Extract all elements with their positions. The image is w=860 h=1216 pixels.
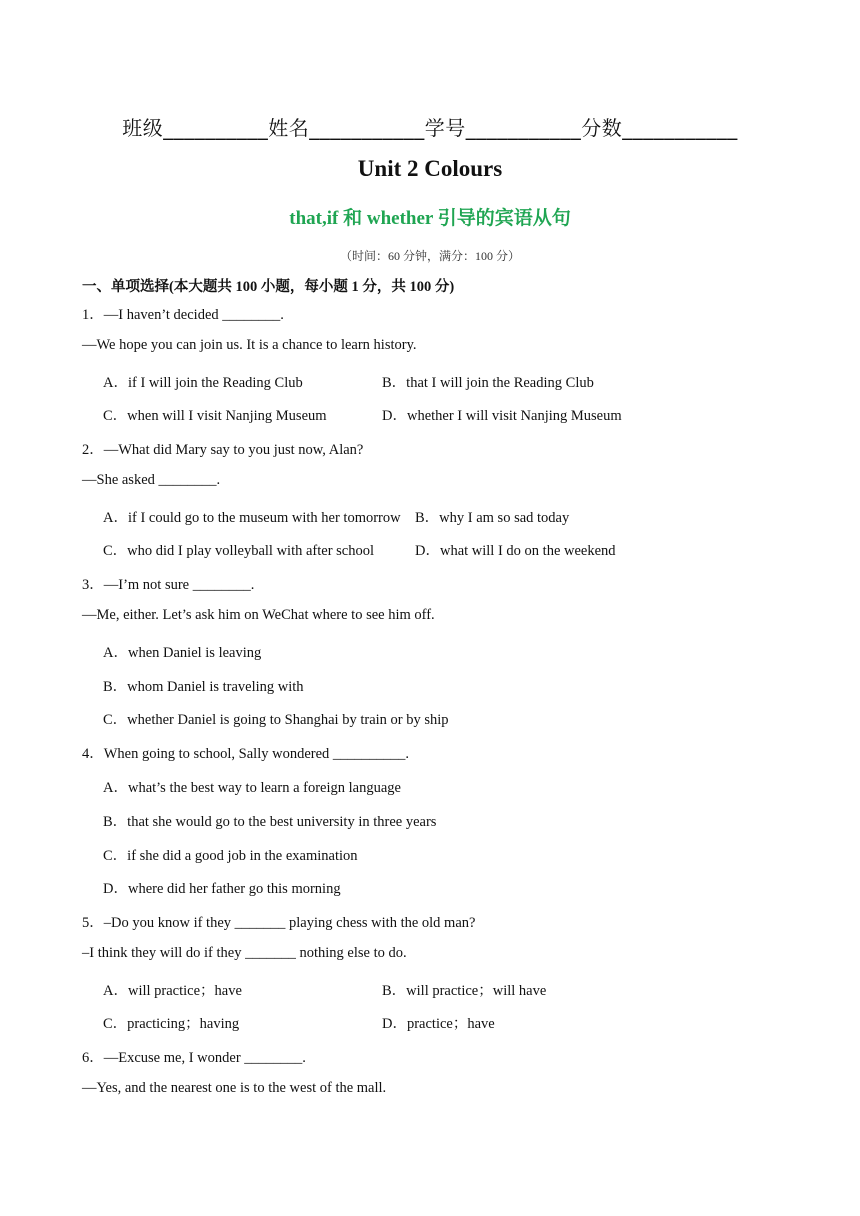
question-3-stem: 3．—I’m not sure ________. — [82, 577, 255, 593]
question-6-stem: 6．—Excuse me, I wonder ________. — [82, 1050, 306, 1066]
question-4-option-b[interactable]: B．that she would go to the best university in three years — [103, 814, 437, 830]
question-3-option-a[interactable]: A．when Daniel is leaving — [103, 645, 262, 661]
question-1-stem: 1．—I haven’t decided ________. — [82, 307, 284, 323]
question-2-stem: 2．—What did Mary say to you just now, Alan? — [82, 442, 364, 458]
section-heading: 一、单项选择(本大题共 100 小题，每小题 1 分，共 100 分) — [82, 279, 455, 295]
question-1-reply: —We hope you can join us. It is a chance to learn history. — [82, 337, 417, 353]
question-2-option-b[interactable]: B．why I am so sad today — [415, 510, 570, 526]
question-5-reply: –I think they will do if they _______ nothing else to do. — [82, 945, 407, 961]
time-note: （时间：60 分钟，满分：100 分） — [339, 249, 520, 263]
student-id-field[interactable]: 学号___________ — [424, 116, 582, 140]
question-4-stem: 4．When going to school, Sally wondered __________. — [82, 746, 410, 762]
question-1-option-a[interactable]: A．if I will join the Reading Club — [103, 375, 303, 391]
question-2-option-d[interactable]: D．what will I do on the weekend — [415, 543, 616, 559]
question-5-option-c[interactable]: C．practicing；having — [103, 1016, 240, 1032]
question-6-reply: —Yes, and the nearest one is to the west of the mall. — [82, 1080, 387, 1096]
question-2-option-c[interactable]: C．who did I play volleyball with after school — [103, 543, 375, 559]
student-info-line — [0, 112, 860, 141]
question-3-reply: —Me, either. Let’s ask him on WeChat where to see him off. — [82, 607, 435, 623]
question-5-option-d[interactable]: D．practice；have — [382, 1016, 495, 1032]
page-subtitle: that,if 和 whether 引导的宾语从句 — [289, 208, 571, 229]
question-3-option-c[interactable]: C．whether Daniel is going to Shanghai by train or by ship — [103, 712, 449, 728]
question-2-option-a[interactable]: A．if I could go to the museum with her tomorrow — [103, 510, 401, 526]
question-4-option-a[interactable]: A．what’s the best way to learn a foreign language — [103, 780, 401, 796]
page-title: Unit 2 Colours — [357, 156, 503, 181]
question-1-option-b[interactable]: B．that I will join the Reading Club — [382, 375, 594, 391]
question-2-reply: —She asked ________. — [82, 472, 221, 488]
question-5-option-a[interactable]: A．will practice；have — [103, 983, 242, 999]
question-5-stem: 5．–Do you know if they _______ playing chess with the old man? — [82, 915, 476, 931]
question-1-option-c[interactable]: C．when will I visit Nanjing Museum — [103, 408, 327, 424]
question-4-option-d[interactable]: D．where did her father go this morning — [103, 881, 341, 897]
score-field[interactable]: 分数___________ — [581, 116, 738, 140]
name-field[interactable]: 姓名___________ — [268, 116, 425, 140]
question-4-option-c[interactable]: C．if she did a good job in the examination — [103, 848, 358, 864]
question-3-option-b[interactable]: B．whom Daniel is traveling with — [103, 679, 304, 695]
class-field[interactable]: 班级__________ — [122, 116, 269, 140]
question-1-option-d[interactable]: D．whether I will visit Nanjing Museum — [382, 408, 622, 424]
question-5-option-b[interactable]: B．will practice；will have — [382, 983, 547, 999]
